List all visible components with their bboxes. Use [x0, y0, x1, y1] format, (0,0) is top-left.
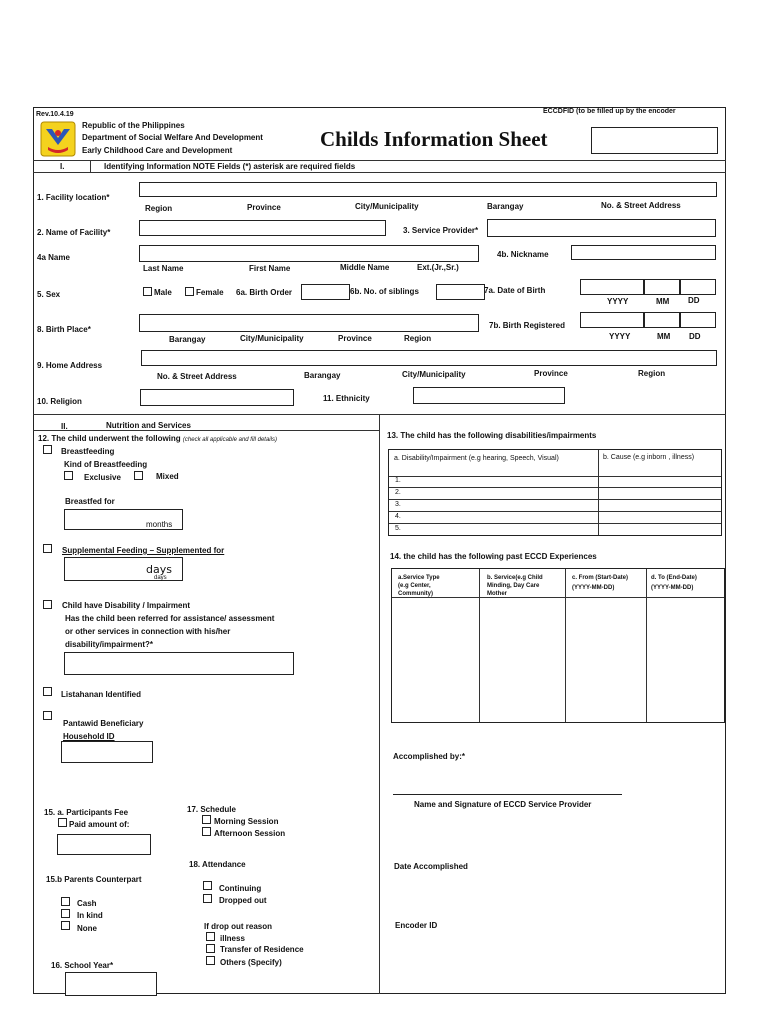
paid-amount-label: Paid amount of: — [69, 820, 130, 829]
cash-label: Cash — [77, 899, 97, 908]
date-accomplished-label: Date Accomplished — [394, 862, 468, 871]
loc-city-label: City/Municipality — [355, 202, 419, 211]
exclusive-checkbox[interactable] — [64, 471, 73, 480]
exp-col-a-l3: Community) — [398, 591, 433, 597]
loc-barangay-label: Barangay — [487, 202, 524, 211]
signature-label: Name and Signature of ECCD Service Provider — [414, 800, 592, 809]
accomplished-by-label: Accomplished by:* — [393, 752, 466, 761]
supplemental-checkbox[interactable] — [43, 544, 52, 553]
dropped-label: Dropped out — [219, 896, 267, 905]
exp-col-c-l1: c. From (Start-Date) — [572, 575, 629, 581]
exp-col-c-header — [572, 573, 628, 593]
q14-label: 14. the child has the following past ECCD Experiences — [390, 552, 597, 561]
department-label: Department of Social Welfare And Development — [82, 133, 263, 142]
reg-dd-input[interactable] — [680, 312, 716, 328]
dis-row-2[interactable]: 2. — [395, 489, 401, 496]
paid-amount-input[interactable] — [57, 834, 151, 855]
pantawid-label-2: Household ID — [63, 732, 115, 741]
referred-line-3: disability/impairment?* — [65, 640, 154, 649]
siblings-label: 6b. No. of siblings — [350, 287, 419, 296]
ha-province-label: Province — [534, 369, 568, 378]
kind-label: Kind of Breastfeeding — [64, 460, 148, 469]
school-year-label: 16. School Year* — [51, 961, 114, 970]
dis-row-1[interactable]: 1. — [395, 477, 401, 484]
household-id-input[interactable] — [61, 741, 153, 763]
facility-location-input[interactable] — [139, 182, 717, 197]
divider — [389, 476, 721, 477]
transfer-label: Transfer of Residence — [220, 945, 304, 954]
dob-dd-input[interactable] — [680, 279, 716, 295]
afternoon-checkbox[interactable] — [202, 827, 211, 836]
reg-mm-label: MM — [657, 332, 671, 341]
section-2-numeral: II. — [61, 422, 68, 431]
revision-label: Rev.10.4.19 — [36, 111, 74, 118]
bp-region-label: Region — [404, 334, 432, 343]
sex-label: 5. Sex — [37, 290, 61, 299]
drop-reason-label: If drop out reason — [204, 922, 272, 931]
exclusive-label: Exclusive — [84, 473, 121, 482]
q12-label — [38, 434, 277, 443]
divider — [389, 487, 721, 488]
ext-label: Ext.(Jr.,Sr.) — [417, 263, 459, 272]
bp-province-label: Province — [338, 334, 372, 343]
exp-col-d-l1: d. To (End-Date) — [651, 575, 697, 581]
continuing-label: Continuing — [219, 884, 262, 893]
birth-place-input[interactable] — [139, 314, 479, 332]
exp-col-a-l1: a.Service Type — [398, 575, 440, 581]
exp-cell-a[interactable] — [392, 598, 478, 722]
religion-input[interactable] — [140, 389, 294, 406]
days-written: days — [146, 563, 172, 576]
last-name-label: Last Name — [143, 264, 184, 273]
exp-cell-d[interactable] — [647, 598, 724, 722]
loc-street-label: No. & Street Address — [601, 201, 681, 210]
name-of-facility-label: 2. Name of Facility* — [37, 228, 111, 237]
dis-row-3[interactable]: 3. — [395, 501, 401, 508]
exp-col-d-header — [651, 573, 697, 593]
facility-location-label: 1. Facility location* — [37, 193, 110, 202]
mixed-checkbox[interactable] — [134, 471, 143, 480]
exp-cell-b[interactable] — [480, 598, 564, 722]
disability-label: Child have Disability / Impairment — [62, 601, 191, 610]
afternoon-label: Afternoon Session — [214, 829, 286, 838]
name-of-facility-input[interactable] — [139, 220, 386, 236]
divider — [389, 499, 721, 500]
pantawid-label-1: Pantawid Beneficiary — [63, 719, 144, 728]
listahanan-checkbox[interactable] — [43, 687, 52, 696]
dis-col-a-header: a. Disability/Impairment (e.g hearing, Speech, Visual) — [394, 455, 559, 462]
siblings-input[interactable] — [436, 284, 485, 300]
page-title: Childs Information Sheet — [320, 127, 548, 151]
school-year-input[interactable] — [65, 972, 157, 996]
section-1-heading: Identifying Information NOTE Fields (*) asterisk are required fields — [104, 162, 356, 171]
divider — [379, 414, 380, 994]
breastfeeding-checkbox[interactable] — [43, 445, 52, 454]
referred-line-2: or other services in connection with his/her — [65, 627, 231, 636]
republic-label: Republic of the Philippines — [82, 121, 185, 130]
home-address-input[interactable] — [141, 350, 717, 366]
divider — [389, 511, 721, 512]
dis-row-4[interactable]: 4. — [395, 513, 401, 520]
divider — [33, 160, 726, 161]
section-1-numeral: I. — [60, 162, 65, 171]
referred-input[interactable] — [64, 652, 294, 675]
ha-street-label: No. & Street Address — [157, 372, 237, 381]
male-label: Male — [154, 288, 172, 297]
dis-col-b-header: b. Cause (e.g inborn , illness) — [603, 454, 695, 461]
breastfed-for-label: Breastfed for — [65, 497, 115, 506]
q13-label: 13. The child has the following disabilities/impairments — [387, 431, 597, 440]
breastfeeding-label: Breastfeeding — [61, 447, 115, 456]
ha-region-label: Region — [638, 369, 666, 378]
birth-order-label: 6a. Birth Order — [236, 288, 293, 297]
nickname-input[interactable] — [571, 245, 716, 260]
encoder-id-label: Encoder ID — [395, 921, 438, 930]
exp-col-d-l2: (YYYY-MM-DD) — [651, 585, 694, 591]
divider — [33, 172, 726, 173]
female-label: Female — [196, 288, 224, 297]
dob-yyyy-label: YYYY — [607, 297, 629, 306]
name-input[interactable] — [139, 245, 479, 262]
birth-order-input[interactable] — [301, 284, 350, 300]
dropped-checkbox[interactable] — [203, 894, 212, 903]
name-label: 4a Name — [37, 253, 70, 262]
pantawid-checkbox[interactable] — [43, 711, 52, 720]
reg-mm-input[interactable] — [644, 312, 680, 328]
birth-registered-label: 7b. Birth Registered — [489, 321, 566, 330]
dob-yyyy-input[interactable] — [580, 279, 644, 295]
disability-checkbox[interactable] — [43, 600, 52, 609]
exp-col-b-l3: Mother — [487, 591, 507, 597]
illness-label: illness — [220, 934, 245, 943]
birth-place-label: 8. Birth Place* — [37, 325, 91, 334]
q12-note: (check all applicable and fill details) — [182, 437, 277, 443]
none-checkbox[interactable] — [61, 921, 70, 930]
mixed-label: Mixed — [156, 472, 179, 481]
attendance-label: 18. Attendance — [189, 860, 246, 869]
transfer-checkbox[interactable] — [206, 944, 215, 953]
eccd-experience-table — [391, 568, 725, 723]
date-of-birth-label: 7a. Date of Birth — [484, 286, 546, 295]
paid-amount-checkbox[interactable] — [58, 818, 67, 827]
loc-region-label: Region — [145, 204, 173, 213]
loc-province-label: Province — [247, 203, 281, 212]
ethnicity-input[interactable] — [413, 387, 565, 404]
reg-dd-label: DD — [689, 332, 701, 341]
q12-text: 12. The child underwent the following — [38, 434, 181, 443]
section-2-heading: Nutrition and Services — [106, 421, 191, 430]
dob-mm-input[interactable] — [644, 279, 680, 295]
bp-city-label: City/Municipality — [240, 334, 304, 343]
religion-label: 10. Religion — [37, 397, 82, 406]
ha-barangay-label: Barangay — [304, 371, 341, 380]
divider — [33, 430, 379, 431]
morning-checkbox[interactable] — [202, 815, 211, 824]
eccd-label: Early Childhood Care and Development — [82, 146, 233, 155]
continuing-checkbox[interactable] — [203, 881, 212, 890]
q15a-label: 15. a. Participants Fee — [44, 808, 129, 817]
illness-checkbox[interactable] — [206, 932, 215, 941]
exp-col-a-header — [398, 574, 440, 598]
in-kind-checkbox[interactable] — [61, 909, 70, 918]
disabilities-table — [388, 449, 722, 536]
divider — [389, 523, 721, 524]
dob-dd-label: DD — [688, 296, 700, 305]
middle-name-label: Middle Name — [340, 263, 390, 272]
exp-col-a-l2: (e.g Center, — [398, 583, 431, 589]
eccdfid-note: ECCDFID (to be filled up by the encoder — [543, 108, 676, 115]
dob-mm-label: MM — [656, 297, 670, 306]
ha-city-label: City/Municipality — [402, 370, 466, 379]
q15b-label: 15.b Parents Counterpart — [46, 875, 142, 884]
exp-col-c-l2: (YYYY-MM-DD) — [572, 585, 615, 591]
schedule-label: 17. Schedule — [187, 805, 236, 814]
divider — [90, 160, 91, 172]
eccdfid-field[interactable] — [591, 127, 718, 154]
exp-col-b-l1: b. Service(e.g Child — [487, 575, 543, 581]
none-label: None — [77, 924, 97, 933]
first-name-label: First Name — [249, 264, 291, 273]
dis-row-5[interactable]: 5. — [395, 525, 401, 532]
exp-cell-c[interactable] — [566, 598, 645, 722]
cash-checkbox[interactable] — [61, 897, 70, 906]
in-kind-label: In kind — [77, 911, 103, 920]
morning-label: Morning Session — [214, 817, 279, 826]
days-label: days — [154, 575, 167, 581]
ethnicity-label: 11. Ethnicity — [323, 394, 370, 403]
exp-col-b-header — [487, 574, 543, 598]
service-provider-input[interactable] — [487, 219, 716, 237]
signature-line[interactable] — [393, 794, 622, 795]
listahanan-label: Listahanan Identified — [61, 690, 142, 699]
exp-col-b-l2: Minding, Day Care — [487, 583, 540, 589]
reg-yyyy-input[interactable] — [580, 312, 644, 328]
referred-line-1: Has the child been referred for assistance/ assessment — [65, 614, 275, 623]
others-checkbox[interactable] — [206, 956, 215, 965]
home-address-label: 9. Home Address — [37, 361, 103, 370]
dswd-logo — [40, 121, 76, 157]
service-provider-label: 3. Service Provider* — [403, 226, 479, 235]
supplemental-label: Supplemental Feeding – Supplemented for — [62, 546, 225, 555]
male-checkbox[interactable] — [143, 287, 152, 296]
months-label: months — [146, 520, 173, 529]
reg-yyyy-label: YYYY — [609, 332, 631, 341]
nickname-label: 4b. Nickname — [497, 250, 549, 259]
female-checkbox[interactable] — [185, 287, 194, 296]
bp-barangay-label: Barangay — [169, 335, 206, 344]
others-label: Others (Specify) — [220, 958, 282, 967]
